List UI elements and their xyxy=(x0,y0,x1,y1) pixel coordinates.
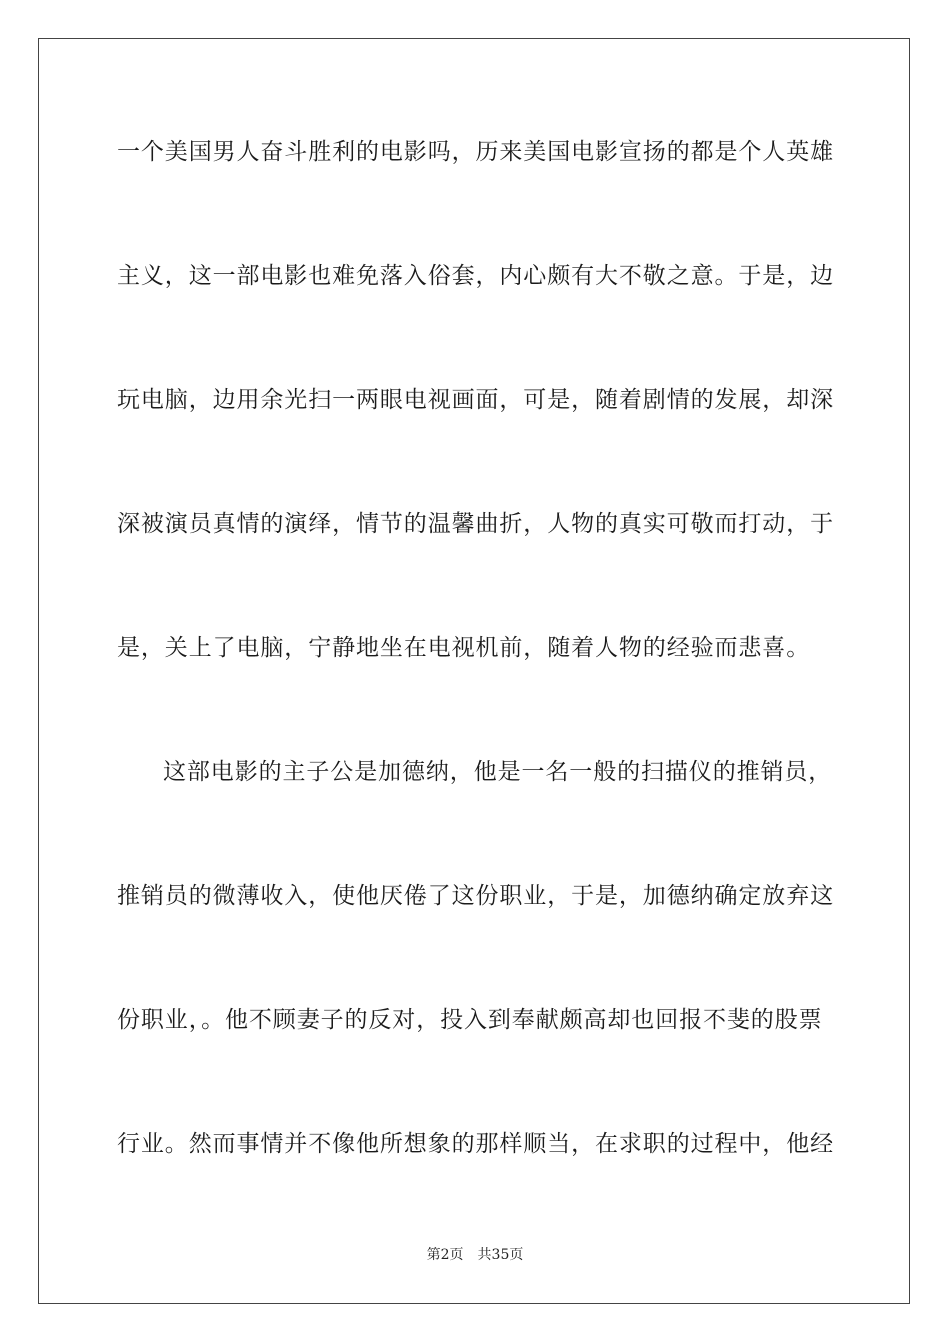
page-number: 第2页 xyxy=(426,1247,464,1263)
paragraph-start-line: 这部电影的主子公是加德纳，他是一名一般的扫描仪的推销员， xyxy=(163,759,833,785)
page-border xyxy=(38,38,910,1304)
text-line-4: 深被演员真情的演绎，情节的温馨曲折，人物的真实可敬而打动，于 xyxy=(117,511,834,537)
text-line-5: 是，关上了电脑，宁静地坐在电视机前，随着人物的经验而悲喜。 xyxy=(117,635,811,661)
page-footer xyxy=(0,1246,950,1264)
text-line-1: 一个美国男人奋斗胜利的电影吗，历来美国电影宣扬的都是个人英雄 xyxy=(117,139,834,165)
text-line-2: 主义，这一部电影也难免落入俗套，内心颇有大不敬之意。于是，边 xyxy=(117,263,834,289)
text-line-7: 推销员的微薄收入，使他厌倦了这份职业，于是，加德纳确定放弃这 xyxy=(117,883,834,909)
text-line-3: 玩电脑，边用余光扫一两眼电视画面，可是，随着剧情的发展，却深 xyxy=(117,387,834,413)
total-pages: 共35页 xyxy=(477,1247,524,1263)
text-line-8: 份职业，。他不顾妻子的反对，投入到奉献颇高却也回报不斐的股票 xyxy=(117,1007,823,1033)
text-line-9: 行业。然而事情并不像他所想象的那样顺当，在求职的过程中，他经 xyxy=(117,1131,834,1157)
